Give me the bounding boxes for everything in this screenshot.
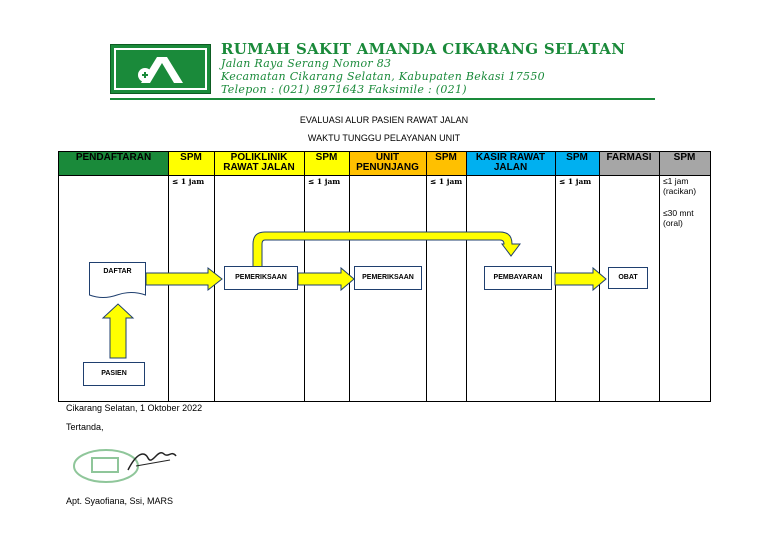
hospital-name: RUMAH SAKIT AMANDA CIKARANG SELATAN: [221, 40, 626, 58]
col-unit-penunjang-header: UNIT PENUNJANG: [349, 152, 426, 175]
pemeriksaan-penunjang-box: PEMERIKSAAN: [354, 266, 422, 290]
col-spm-header: SPM: [304, 152, 349, 175]
spm-value: ≤ 1 jam: [430, 177, 463, 186]
col-spm-header: SPM: [555, 152, 599, 175]
spm-value: ≤ 1 jam: [172, 177, 205, 186]
arrow-right: [146, 268, 222, 290]
hospital-district: Kecamatan Cikarang Selatan, Kabupaten Bekasi 17550: [221, 70, 545, 83]
signed-label: Tertanda,: [66, 422, 104, 432]
pasien-box: PASIEN: [83, 362, 145, 386]
col-pendaftaran-header: PENDAFTARAN: [59, 152, 168, 175]
col-spm-header: SPM: [168, 152, 214, 175]
col-farmasi-header: FARMASI: [599, 152, 659, 175]
spm-value: ≤ 1 jam: [308, 177, 341, 186]
hospital-address: Jalan Raya Serang Nomor 83: [221, 57, 392, 70]
arrow-right: [555, 268, 606, 290]
arrow-up: [103, 304, 133, 358]
letterhead-rule: [110, 98, 655, 100]
place-date: Cikarang Selatan, 1 Oktober 2022: [66, 403, 203, 413]
farmasi-racikan-value: ≤1 jam: [663, 176, 689, 186]
document-subtitle: WAKTU TUNGGU PELAYANAN UNIT: [307, 133, 461, 143]
document-title: EVALUASI ALUR PASIEN RAWAT JALAN: [299, 115, 469, 125]
hospital-contact: Telepon : (021) 8971643 Faksimile : (021): [221, 83, 467, 96]
arrow-bypass: [253, 232, 520, 267]
col-kasir-header: KASIR RAWAT JALAN: [466, 152, 555, 175]
pembayaran-box: PEMBAYARAN: [484, 266, 552, 290]
signature-stamp-icon: [66, 436, 186, 494]
arrow-right: [298, 268, 354, 290]
signer-name: Apt. Syaofiana, Ssi, MARS: [66, 496, 174, 506]
obat-box: OBAT: [608, 267, 648, 289]
pemeriksaan-poli-box: PEMERIKSAAN: [224, 266, 298, 290]
farmasi-oral-value: ≤30 mnt: [663, 208, 694, 218]
col-spm-header: SPM: [426, 152, 466, 175]
daftar-box-label: DAFTAR: [103, 268, 132, 275]
farmasi-racikan-label: (racikan): [663, 186, 697, 196]
spm-value: ≤ 1 jam: [559, 177, 592, 186]
farmasi-oral-label: (oral): [663, 218, 683, 228]
col-poliklinik-header: POLIKLINIK RAWAT JALAN: [214, 152, 304, 175]
col-spm-header: SPM: [659, 152, 710, 175]
